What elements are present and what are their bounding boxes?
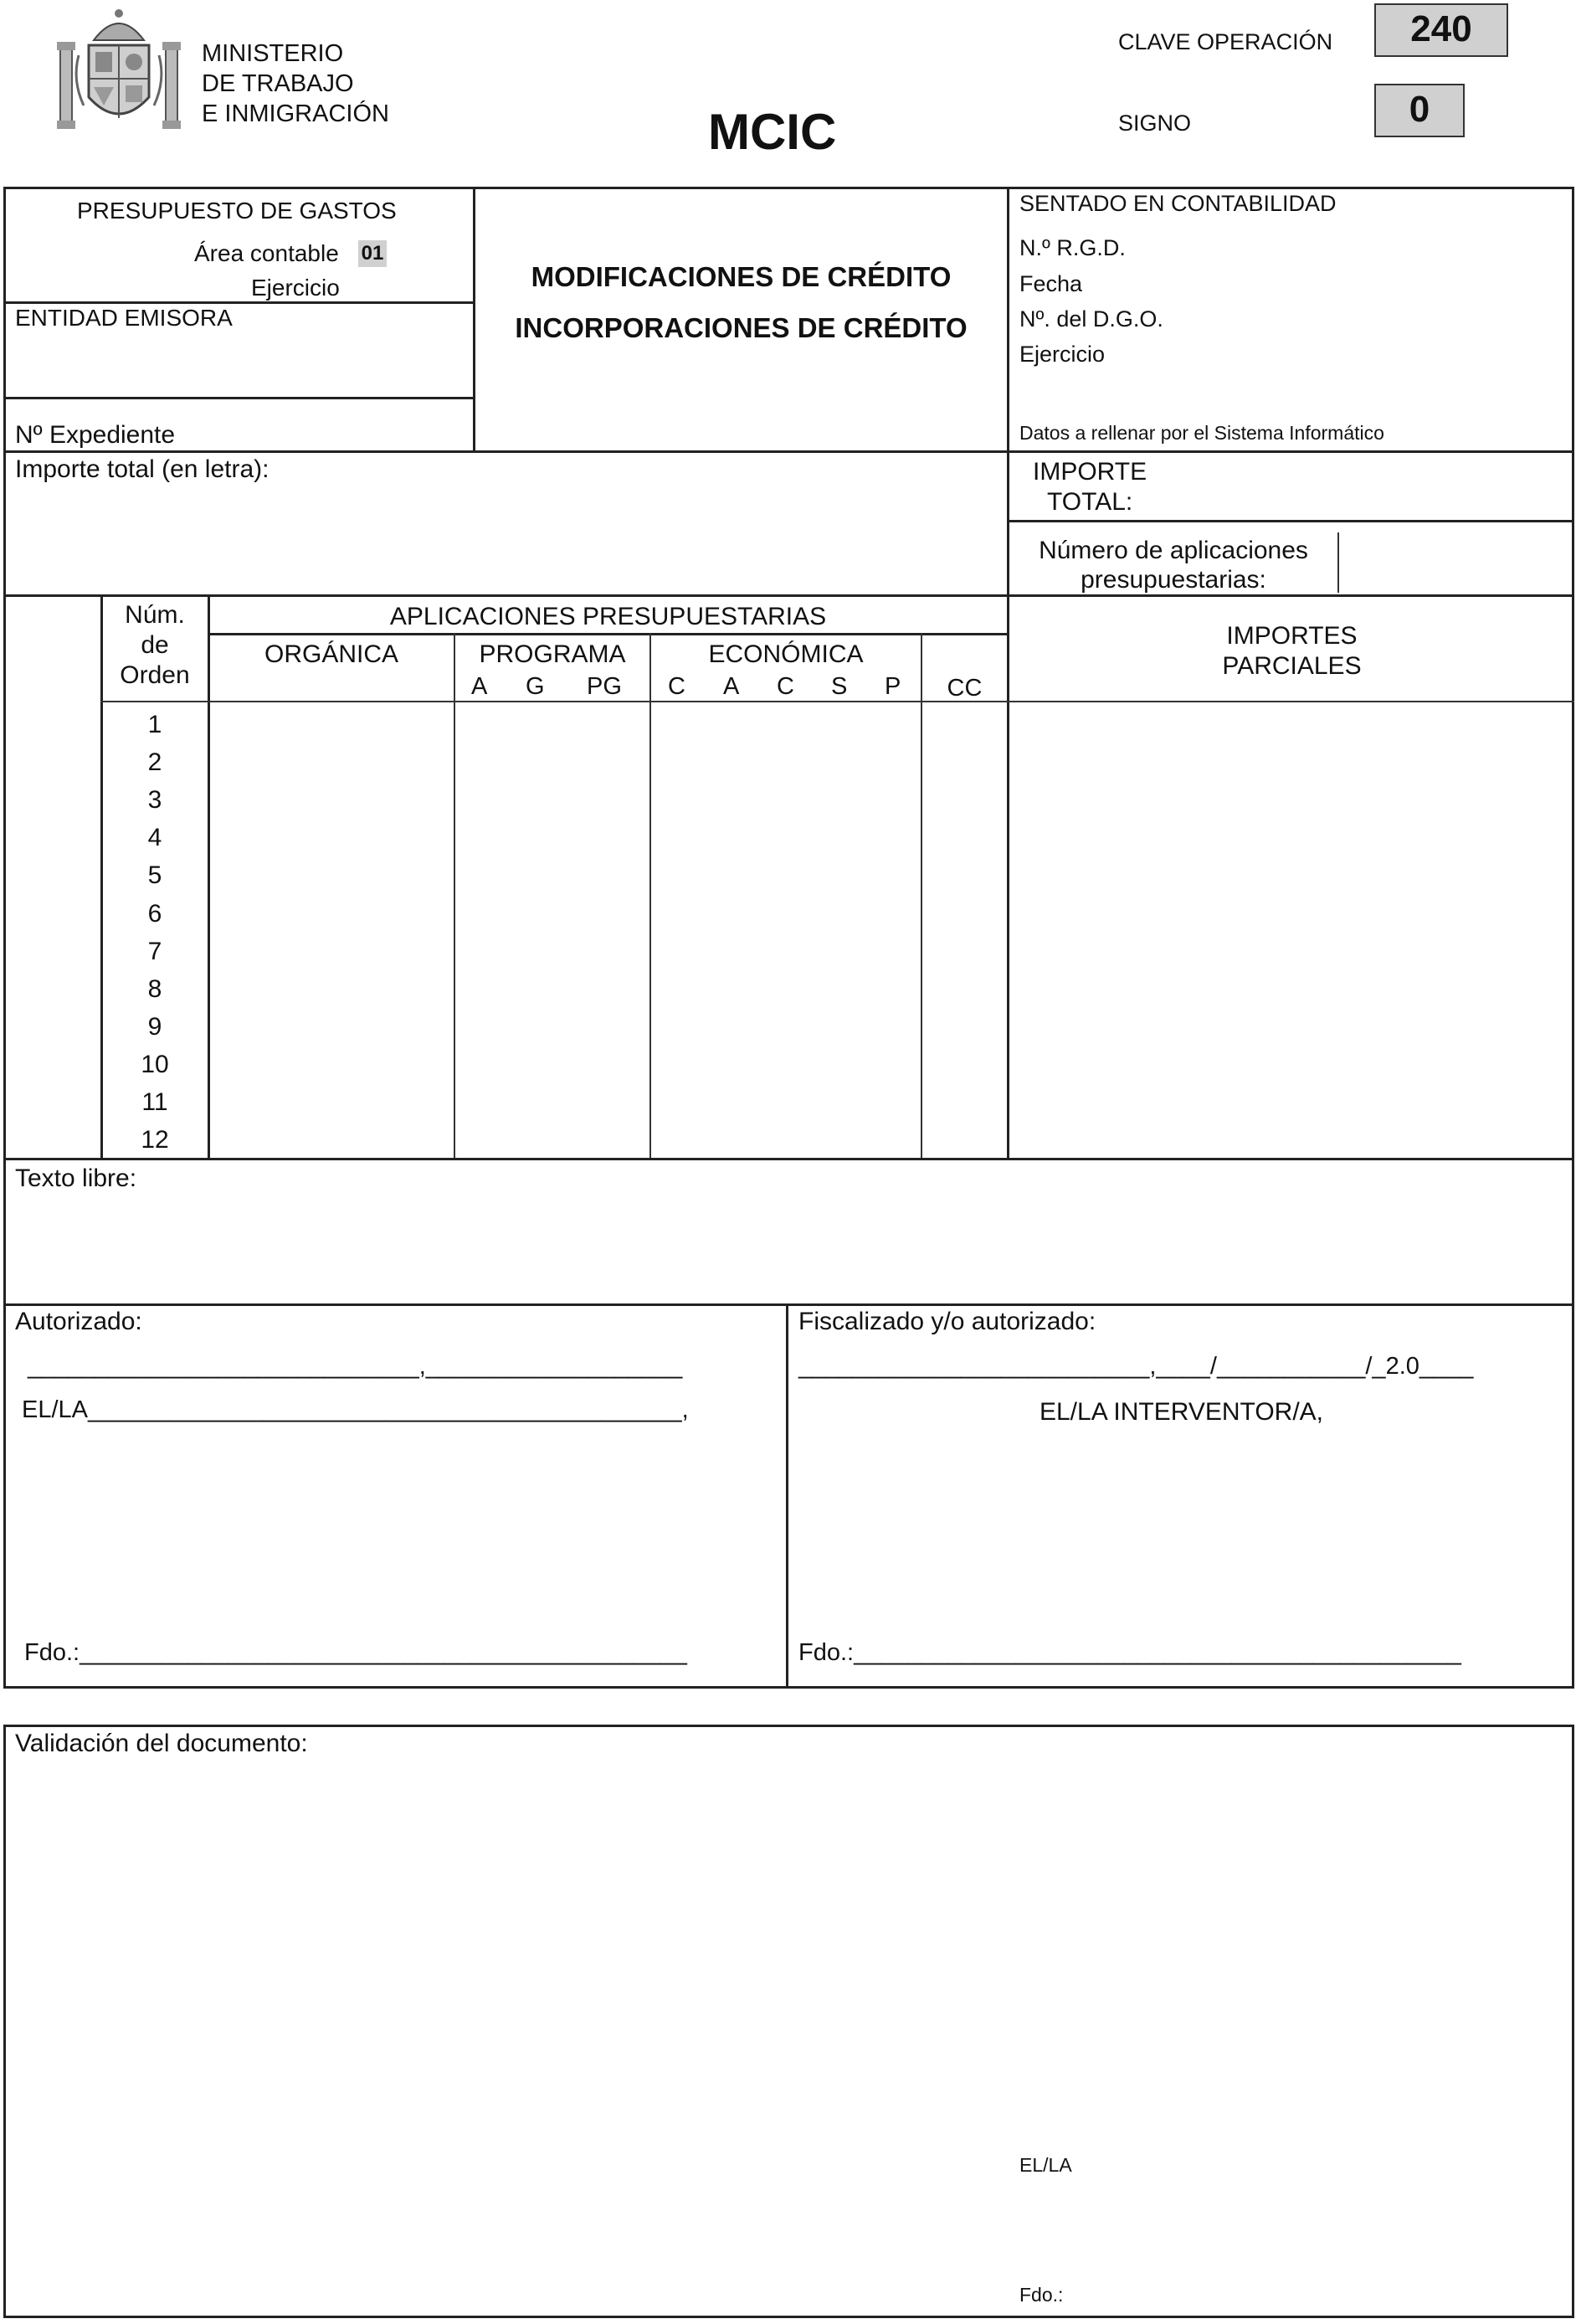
programa-header: PROGRAMA [479,640,626,668]
num-orden-header-1: Núm. [125,601,185,629]
main-form [3,187,1574,1689]
num-aplicaciones-label-2: presupuestarias: [1081,566,1266,594]
validacion-label: Validación del documento: [15,1730,308,1757]
order-number-4: 4 [147,824,162,852]
importe-total-label-2: TOTAL: [1047,488,1133,516]
economica-a: A [723,673,740,700]
datos-sistema-note: Datos a rellenar por el Sistema Informático [1019,422,1384,444]
programa-g: G [526,673,545,700]
validacion-box [3,1725,1574,2318]
fecha-label: Fecha [1019,271,1083,296]
form-code: MCIC [708,104,837,160]
economica-s: S [831,673,848,700]
entidad-emisora-label: ENTIDAD EMISORA [15,305,233,331]
autorizado-label: Autorizado: [15,1308,142,1335]
signo-value: 0 [1374,84,1465,137]
num-orden-header-2: de [141,631,169,659]
order-number-8: 8 [147,974,162,1003]
interventor-label: EL/LA INTERVENTOR/A, [1039,1398,1323,1426]
fiscalizado-place-date-line: __________________________,____/___________/_2.0____ [798,1353,1474,1380]
ejercicio-label: Ejercicio [251,275,340,301]
importes-parciales-header-2: PARCIALES [1222,652,1362,680]
texto-libre-label: Texto libre: [15,1165,137,1192]
economica-c: C [668,673,685,700]
order-number-2: 2 [147,748,162,777]
economica-p: P [885,673,901,700]
expediente-label: Nº Expediente [15,421,176,449]
programa-a: A [471,673,488,700]
order-number-11: 11 [141,1088,168,1116]
form-title-1: MODIFICACIONES DE CRÉDITO [531,261,952,292]
aplicaciones-header: APLICACIONES PRESUPUESTARIAS [389,603,827,630]
presupuesto-label: PRESUPUESTO DE GASTOS [77,198,397,224]
clave-operacion-label: CLAVE OPERACIÓN [1118,29,1333,54]
cc-header: CC [947,675,983,702]
num-aplicaciones-label-1: Número de aplicaciones [1039,537,1308,564]
sentado-label: SENTADO EN CONTABILIDAD [1019,191,1337,216]
validacion-ella-label: EL/LA [1019,2154,1072,2176]
num-orden-header-3: Orden [120,661,190,689]
ministry-line-2: DE TRABAJO [202,70,354,97]
ejercicio-2-label: Ejercicio [1019,342,1106,367]
ministry-line-3: E INMIGRACIÓN [202,100,389,127]
fiscalizado-label: Fiscalizado y/o autorizado: [798,1308,1096,1335]
importes-parciales-header-1: IMPORTES [1226,622,1358,650]
economica-header: ECONÓMICA [708,640,864,668]
signo-label: SIGNO [1118,111,1192,136]
area-contable-value: 01 [358,240,387,267]
rgd-label: N.º R.G.D. [1019,235,1126,260]
autorizado-ella-line: EL/LA____________________________________________, [22,1396,689,1423]
order-number-5: 5 [147,861,162,890]
fiscalizado-fdo-line: Fdo.:_____________________________________________ [798,1639,1461,1666]
ministry-line-1: MINISTERIO [202,40,344,67]
form-title-2: INCORPORACIONES DE CRÉDITO [515,312,968,343]
organica-header: ORGÁNICA [264,640,399,668]
order-number-3: 3 [147,786,162,815]
importe-letra-label: Importe total (en letra): [15,455,270,483]
validacion-fdo-label: Fdo.: [1019,2284,1064,2306]
economica-c2: C [777,673,794,700]
autorizado-fdo-line: Fdo.:_____________________________________________ [24,1639,687,1666]
order-number-10: 10 [141,1050,169,1078]
coat-of-arms-icon [55,5,182,132]
programa-pg: PG [587,673,622,700]
order-number-9: 9 [147,1012,162,1041]
area-contable-label: Área contable [194,240,339,266]
order-number-6: 6 [147,899,162,928]
dgo-label: Nº. del D.G.O. [1019,306,1163,332]
order-number-12: 12 [141,1126,169,1154]
order-number-7: 7 [147,937,162,965]
autorizado-place-date-line: _____________________________,___________________ [28,1353,683,1380]
importe-total-label-1: IMPORTE [1033,458,1147,486]
clave-operacion-value: 240 [1374,3,1508,57]
order-number-1: 1 [147,711,162,738]
